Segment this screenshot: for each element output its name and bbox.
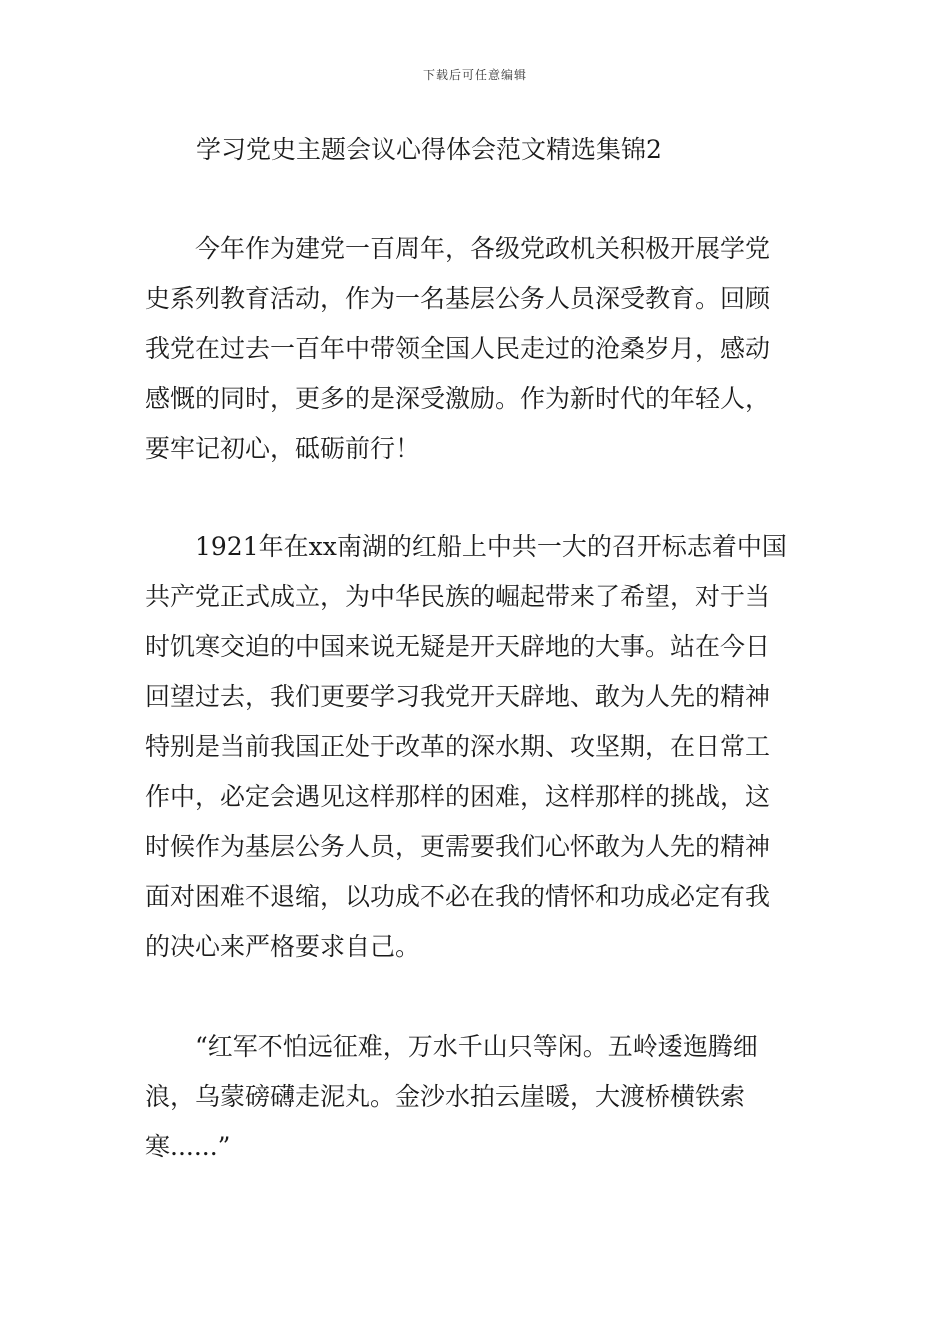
paragraph-line: 时候作为基层公务人员，更需要我们心怀敢为人先的精神 <box>145 832 771 861</box>
paragraph-line: 时饥寒交迫的中国来说无疑是开天辟地的大事。站在今日 <box>145 632 771 661</box>
paragraph-line: 回望过去，我们更要学习我党开天辟地、敢为人先的精神 <box>145 682 771 711</box>
paragraph-line: 浪，乌蒙磅礴走泥丸。金沙水拍云崖暖，大渡桥横铁索 <box>145 1082 746 1111</box>
paragraph-line: 史系列教育活动，作为一名基层公务人员深受教育。回顾 <box>145 284 771 313</box>
paragraph-line: 共产党正式成立，为中华民族的崛起带来了希望，对于当 <box>145 582 771 611</box>
paragraph-line: 1921年在xx南湖的红船上中共一大的召开标志着中国 <box>145 532 787 561</box>
paragraph-2 <box>145 522 807 972</box>
header-note: 下载后可任意编辑 <box>422 68 527 82</box>
paragraph-line: 的决心来严格要求自己。 <box>145 932 421 961</box>
paragraph-line: 寒......” <box>145 1132 231 1161</box>
paragraph-line: 要牢记初心，砥砺前行！ <box>145 434 421 463</box>
paragraph-1 <box>145 224 807 474</box>
document-title: 学习党史主题会议心得体会范文精选集锦2 <box>196 135 662 164</box>
paragraph-line: 作中，必定会遇见这样那样的困难，这样那样的挑战，这 <box>145 782 771 811</box>
paragraph-line: 特别是当前我国正处于改革的深水期、攻坚期，在日常工 <box>145 732 771 761</box>
paragraph-3 <box>145 1022 807 1172</box>
paragraph-line: 今年作为建党一百周年，各级党政机关积极开展学党 <box>145 234 771 263</box>
paragraph-line: “红军不怕远征难，万水千山只等闲。五岭逶迤腾细 <box>145 1032 758 1061</box>
paragraph-line: 面对困难不退缩，以功成不必在我的情怀和功成必定有我 <box>145 882 771 911</box>
paragraph-line: 我党在过去一百年中带领全国人民走过的沧桑岁月，感动 <box>145 334 771 363</box>
paragraph-line: 感慨的同时，更多的是深受激励。作为新时代的年轻人， <box>145 384 771 413</box>
